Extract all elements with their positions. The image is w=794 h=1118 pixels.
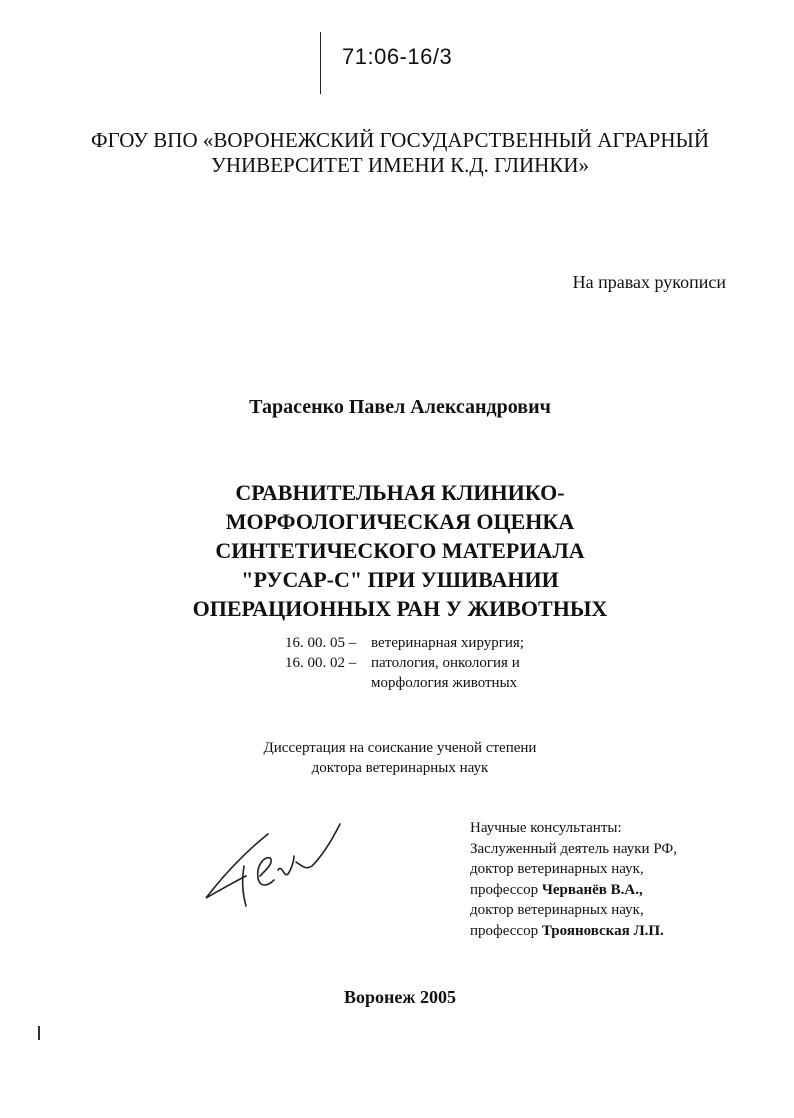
specialty-list <box>285 633 524 693</box>
handwritten-signature-icon <box>198 816 348 916</box>
title-line-3: СИНТЕТИЧЕСКОГО МАТЕРИАЛА <box>215 538 585 563</box>
scientific-consultants <box>470 818 677 941</box>
city-and-year: Воронеж 2005 <box>344 987 456 1007</box>
degree-statement <box>160 738 640 778</box>
organization-line-2: УНИВЕРСИТЕТ ИМЕНИ К.Д. ГЛИНКИ» <box>210 153 589 177</box>
specialty-code: 16. 00. 05 – <box>285 635 357 651</box>
degree-line-2: доктора ветеринарных наук <box>311 760 489 776</box>
manuscript-rights-label: На правах рукописи <box>572 272 726 292</box>
margin-mark <box>38 1026 40 1040</box>
consultant-1-rank-prefix: профессор <box>470 881 539 898</box>
degree-line-1: Диссертация на соискание ученой степени <box>263 740 537 756</box>
specialty-description: патология, онкология и <box>371 655 520 671</box>
author-name: Тарасенко Павел Александрович <box>249 396 551 418</box>
title-line-2: МОРФОЛОГИЧЕСКАЯ ОЦЕНКА <box>225 509 575 534</box>
specialty-code: 16. 00. 02 – <box>285 655 357 671</box>
library-stamp-code: 71:06-16/3 <box>342 44 453 69</box>
organization-name <box>80 128 720 178</box>
title-line-5: ОПЕРАЦИОННЫХ РАН У ЖИВОТНЫХ <box>192 596 608 621</box>
title-line-1: СРАВНИТЕЛЬНАЯ КЛИНИКО- <box>235 480 565 505</box>
consultant-1-title: Заслуженный деятель науки РФ, <box>470 840 678 857</box>
consultant-1-name: Черванёв В.А., <box>541 881 643 898</box>
title-line-4: "РУСАР-С" ПРИ УШИВАНИИ <box>241 567 559 592</box>
consultant-1-degree: доктор ветеринарных наук, <box>470 861 644 877</box>
consultants-heading: Научные консультанты: <box>470 820 622 836</box>
dissertation-title <box>120 478 680 623</box>
stamp-divider-line <box>320 32 321 94</box>
consultant-2-name: Трояновская Л.П. <box>541 922 664 939</box>
specialty-item <box>285 653 524 693</box>
specialty-item <box>285 633 524 653</box>
specialty-description: ветеринарная хирургия; <box>371 635 524 651</box>
consultant-2-rank <box>470 921 677 942</box>
organization-line-1: ФГОУ ВПО «ВОРОНЕЖСКИЙ ГОСУДАРСТВЕННЫЙ АГРАРНЫЙ <box>90 128 709 152</box>
consultant-2-degree: доктор ветеринарных наук, <box>470 902 644 918</box>
consultant-1-rank <box>470 880 677 901</box>
specialty-description-continued: морфология животных <box>371 675 518 691</box>
consultant-2-rank-prefix: профессор <box>470 922 539 939</box>
